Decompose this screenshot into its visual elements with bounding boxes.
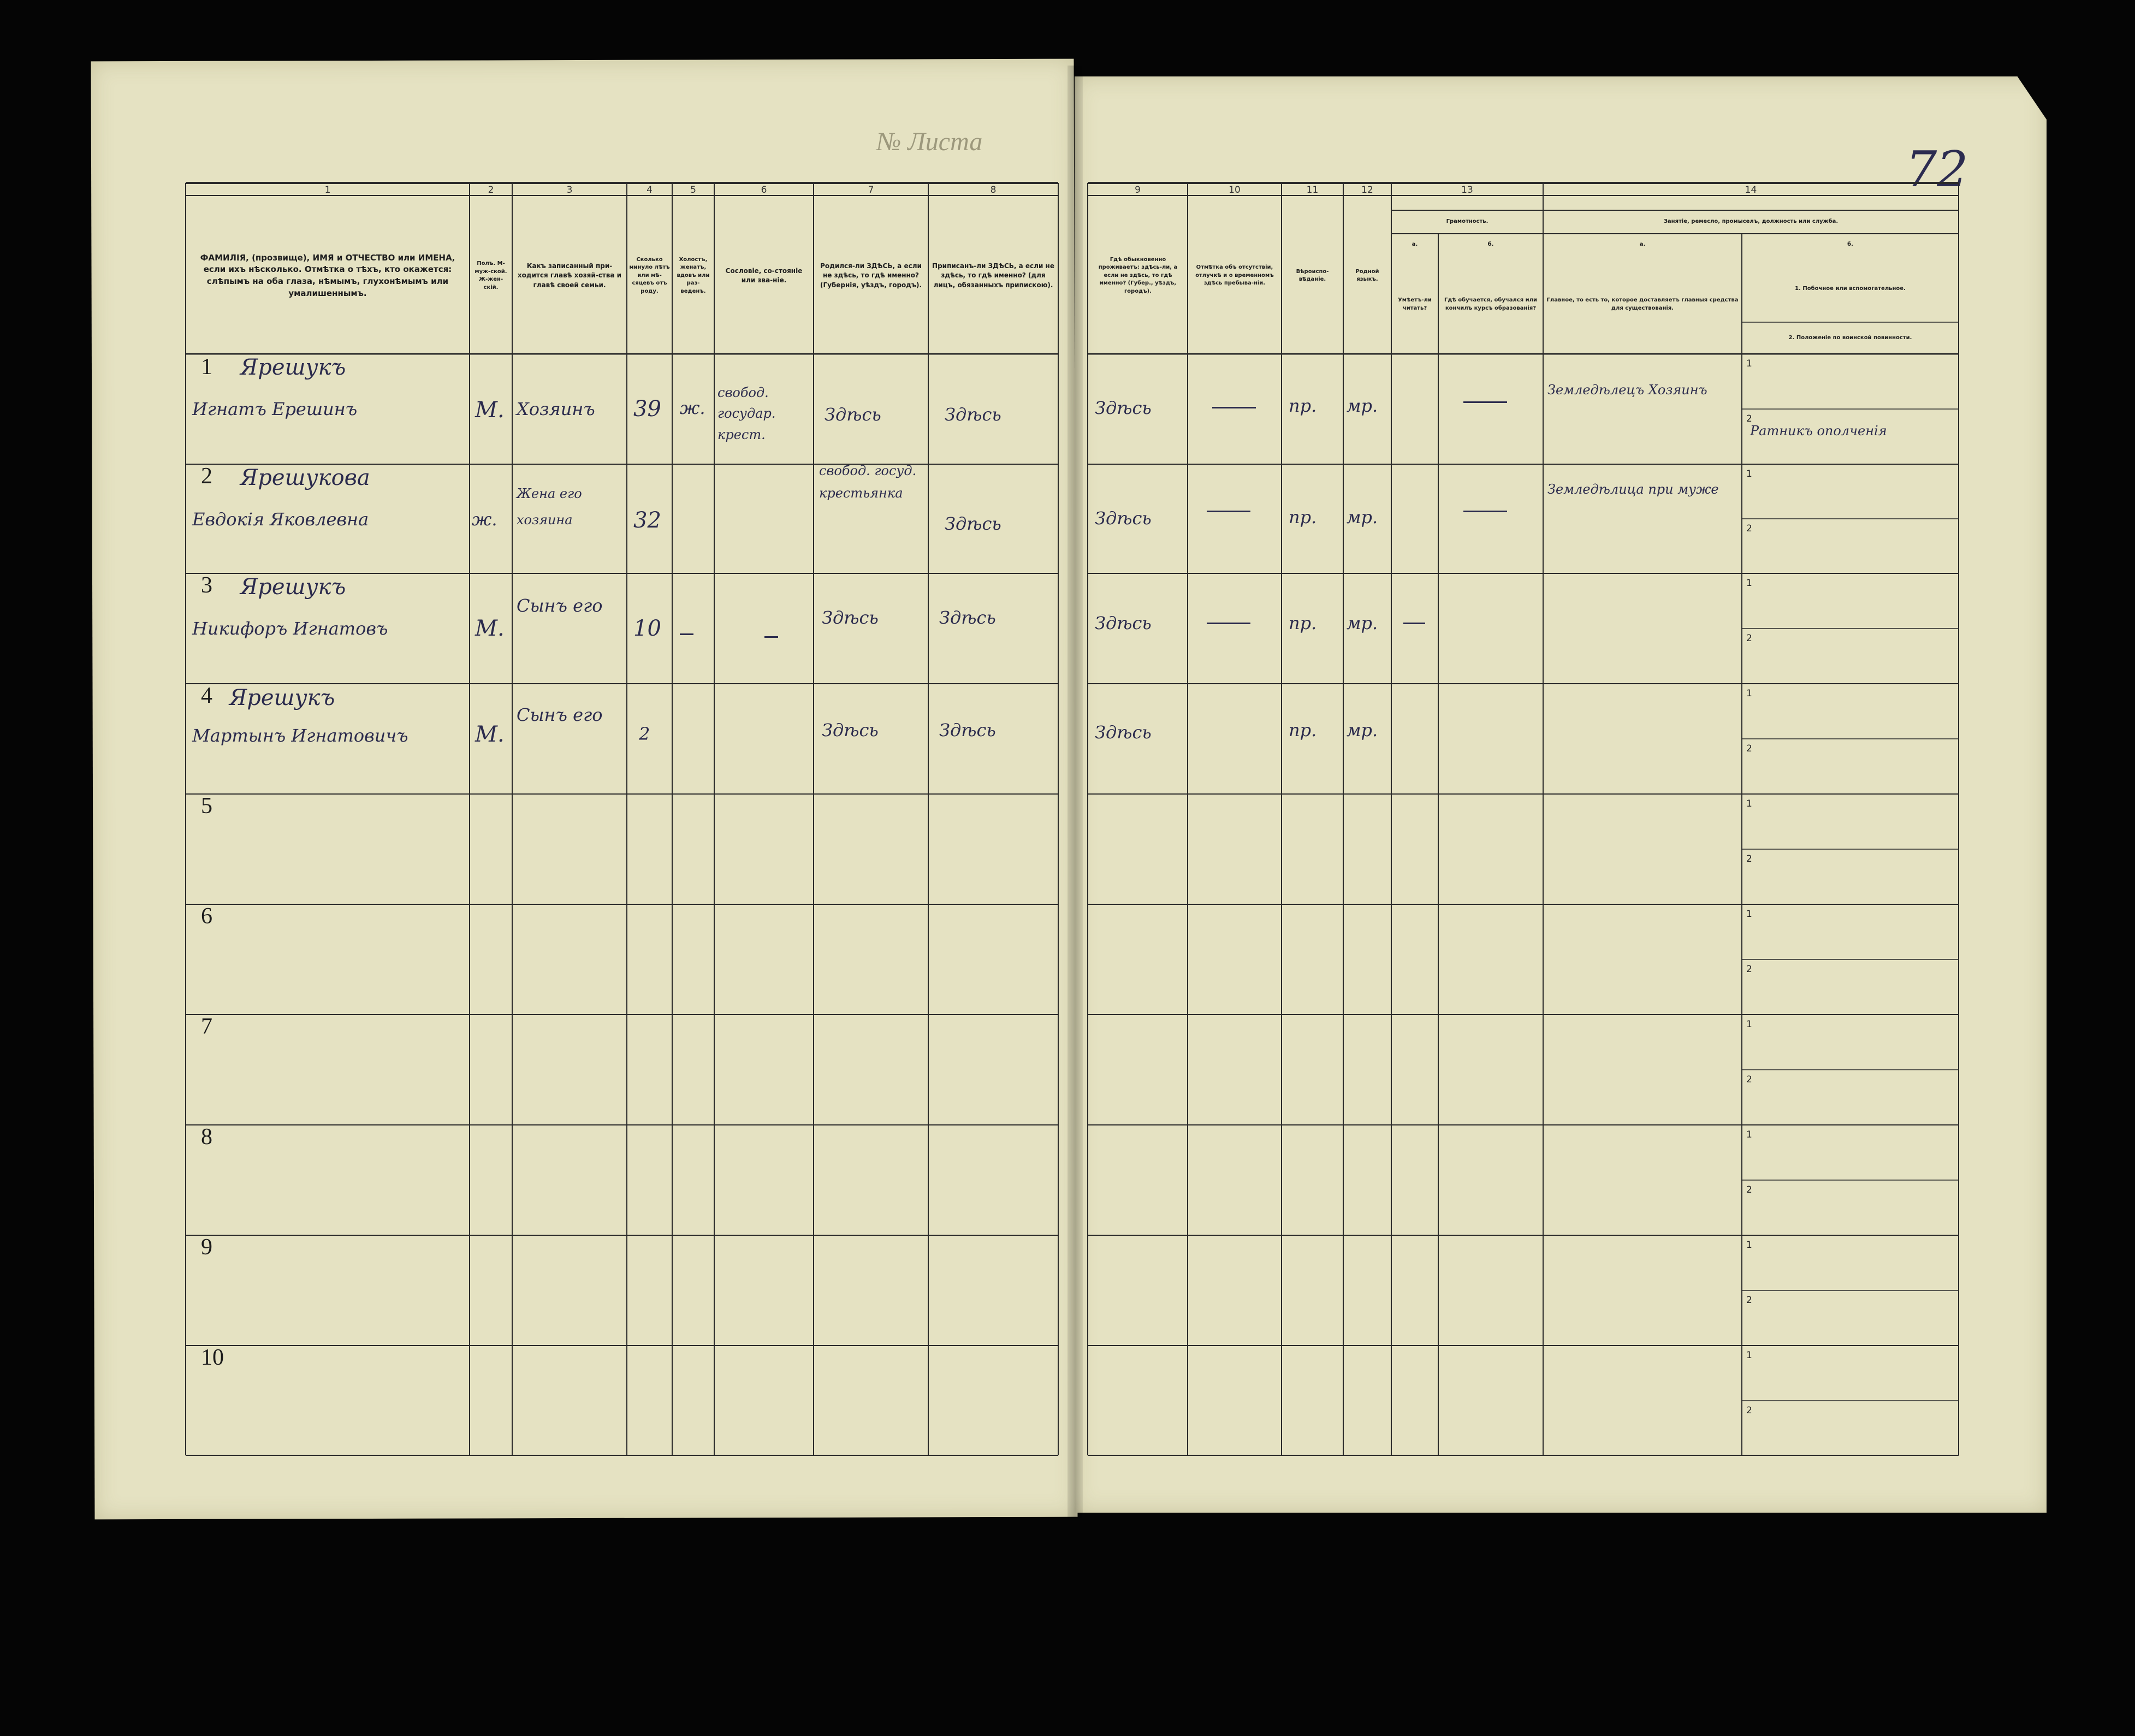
entry-2-surname: Ярешукова [240, 465, 370, 490]
entry-1-estate: свобод. государ. крест. [717, 385, 776, 442]
entry-1-born: Здѣсь [825, 404, 881, 425]
entry-3-registered: Здѣсь [939, 607, 996, 628]
entry-3-sex: М. [475, 616, 505, 641]
entry-1-surname: Ярешукъ [240, 355, 346, 380]
column-number-12: 12 [1361, 185, 1373, 195]
sub-row-label: 1 [1746, 1240, 1752, 1251]
entry-3-religion: пр. [1289, 613, 1317, 633]
row-number-8: 8 [201, 1124, 212, 1150]
entry-4-sex: М. [475, 722, 505, 747]
header-relation: Какъ записанный при-ходится главѣ хозяй-ства и главѣ своей семьи. [517, 262, 622, 289]
sheet-number: 72 [1906, 141, 1968, 198]
entry-3-surname: Ярешукъ [240, 574, 346, 600]
entry-1-registered: Здѣсь [945, 404, 1001, 425]
entry-3-relation: Сынъ его [517, 595, 603, 616]
sub-row-label: 2 [1746, 1184, 1752, 1195]
entry-3-estate-dash [764, 636, 778, 638]
header-birthplace: Родился-ли ЗДѢСЬ, а если не здѣсь, то гдѣ именно? (Губернія, уѣздъ, городъ). [820, 262, 922, 289]
sub-row-label: 1 [1746, 1129, 1752, 1140]
entry-3-given: Никифоръ Игнатовъ [192, 618, 388, 639]
sub-row-label: 1 [1746, 578, 1752, 589]
entry-2-born: Здѣсь [945, 513, 1001, 534]
header-residence: Гдѣ обыкновенно проживаетъ: здѣсь-ли, а если не здѣсь, то гдѣ именно? (Губер., уѣздъ, городъ). [1098, 256, 1178, 294]
entry-4-surname: Ярешукъ [229, 685, 335, 710]
sub-row-label: 1 [1746, 1350, 1752, 1361]
header-name: ФАМИЛІЯ, (прозвище), ИМЯ и ОТЧЕСТВО или ИМЕНА, если ихъ нѣсколько. Отмѣтка о тѣхъ, кто окажется: слѣпымъ на оба глаза, нѣмымъ, глухонѣмымъ или умалишеннымъ. [200, 252, 455, 298]
entry-1-language: мр. [1347, 395, 1378, 416]
row-number-2: 2 [201, 464, 212, 489]
entry-1-marital: ж. [680, 398, 705, 418]
entry-4-registered: Здѣсь [939, 720, 996, 740]
entry-2-absence-dash [1207, 511, 1250, 512]
sub-row-label: 1 [1746, 469, 1752, 479]
header-sex: Полъ. М-муж-ской. Ж-жен-скій. [475, 260, 507, 291]
column-number-6: 6 [761, 185, 767, 195]
entry-1-occupation: Земледѣлецъ Хозяинъ [1547, 382, 1707, 398]
entry-4-born: Здѣсь [822, 720, 879, 740]
entry-1-religion: пр. [1289, 395, 1317, 416]
leaf-number-mark: № Листа [876, 127, 983, 156]
column-number-3: 3 [566, 185, 573, 195]
row-number-9: 9 [201, 1235, 212, 1260]
entry-2-religion: пр. [1289, 507, 1317, 528]
header-literacy-education: Гдѣ обучается, обучался или кончилъ курсъ образованія? [1444, 297, 1537, 311]
row-number-6: 6 [201, 904, 212, 929]
sub-row-label: 2 [1746, 743, 1752, 754]
sub-row-label: 2 [1746, 523, 1752, 534]
entry-4-age: 2 [639, 724, 650, 744]
sub-row-label: 1 [1746, 798, 1752, 809]
header-absence: Отмѣтка объ отсутствіи, отлучкѣ и о временномъ здѣсь пребыва-ніи. [1195, 264, 1274, 287]
entry-2-sex: ж. [472, 509, 497, 530]
sub-row-label: 2 [1746, 413, 1752, 424]
entry-1-secondary: Ратникъ ополченія [1750, 423, 1887, 439]
header-military-status: 2. Положеніе по воинской повинности. [1788, 334, 1912, 341]
sub-row-label: 2 [1746, 1074, 1752, 1085]
entry-2-estate: свобод. госуд. крестьянка [819, 463, 917, 501]
column-number-8: 8 [990, 185, 997, 195]
entry-1-age: 39 [633, 396, 661, 422]
column-number-14: 14 [1745, 185, 1757, 195]
header-literacy-reads: Умѣетъ-ли читать? [1398, 297, 1432, 311]
column-number-11: 11 [1306, 185, 1319, 195]
sub-row-label: 2 [1746, 1405, 1752, 1416]
header-literacy-a-label: а. [1412, 241, 1418, 247]
row-number-7: 7 [201, 1014, 212, 1039]
entry-4-given: Мартынъ Игнатовичъ [192, 725, 408, 746]
header-religion: Вѣроиспо-вѣданіе. [1296, 268, 1329, 282]
header-registered: Приписанъ-ли ЗДѢСЬ, а если не здѣсь, то гдѣ именно? (для лицъ, обязанныхъ припискою). [932, 262, 1054, 289]
column-number-9: 9 [1135, 185, 1141, 195]
entry-2-occupation: Земледѣлица при муже [1547, 482, 1719, 497]
entry-3-resides: Здѣсь [1095, 613, 1152, 633]
entry-3-language: мр. [1347, 613, 1378, 633]
row-number-5: 5 [201, 793, 212, 819]
header-literacy: Грамотность. [1446, 218, 1488, 225]
entry-4-resides: Здѣсь [1095, 722, 1152, 743]
entry-2-age: 32 [633, 508, 661, 533]
sub-row-label: 1 [1746, 909, 1752, 920]
row-number-1: 1 [201, 354, 212, 380]
column-number-1: 1 [324, 185, 331, 195]
sub-row-label: 2 [1746, 854, 1752, 864]
row-number-10: 10 [201, 1345, 224, 1370]
row-number-3: 3 [201, 573, 212, 598]
header-age: Сколько минуло лѣтъ или мѣ-сяцевъ отъ роду. [629, 256, 670, 294]
entry-1-absence-dash [1212, 407, 1256, 408]
entry-1-relation: Хозяинъ [517, 399, 595, 419]
entry-2-language: мр. [1347, 507, 1378, 528]
column-number-5: 5 [690, 185, 696, 195]
header-marital: Холостъ, женатъ, вдовъ или раз-веденъ. [677, 256, 710, 294]
column-number-4: 4 [647, 185, 653, 195]
entry-1-given: Игнатъ Ерешинъ [192, 399, 358, 419]
column-number-10: 10 [1229, 185, 1241, 195]
header-literacy-b-label: б. [1487, 241, 1494, 247]
entry-3-born: Здѣсь [822, 607, 879, 628]
header-language: Родной языкъ. [1355, 268, 1379, 282]
entry-2-resides: Здѣсь [1095, 508, 1152, 529]
sub-row-label: 2 [1746, 633, 1752, 644]
entry-1-literacy-dash [1463, 401, 1507, 403]
column-number-7: 7 [868, 185, 874, 195]
entry-1-sex: М. [475, 398, 505, 423]
sub-row-label: 2 [1746, 964, 1752, 975]
entry-1-resides: Здѣсь [1095, 398, 1152, 418]
row-number-4: 4 [201, 683, 212, 708]
entry-2-relation: Жена его хозяина [517, 486, 582, 528]
entry-4-language: мр. [1347, 720, 1378, 740]
header-occupation-b-label: б. [1847, 241, 1853, 247]
column-number-2: 2 [488, 185, 494, 195]
entry-4-religion: пр. [1289, 720, 1317, 740]
header-occupation-a-label: а. [1639, 241, 1646, 247]
entry-3-age: 10 [633, 616, 661, 641]
sub-row-label: 1 [1746, 688, 1752, 699]
entry-2-given: Евдокія Яковлевна [192, 509, 369, 530]
column-number-13: 13 [1461, 185, 1473, 195]
header-estate: Сословіе, со-стояніе или зва-ніе. [725, 266, 803, 284]
entry-3-absence-dash [1207, 623, 1250, 624]
entry-3-literacy-dash [1403, 623, 1425, 624]
header-occupation: Занятіе, ремесло, промыселъ, должность или служба. [1663, 218, 1839, 225]
sub-row-label: 2 [1746, 1295, 1752, 1306]
entry-4-relation: Сынъ его [517, 704, 603, 725]
entry-3-marital-dash [680, 633, 693, 635]
entry-2-literacy-dash [1463, 511, 1507, 512]
sub-row-label: 1 [1746, 358, 1752, 369]
sub-row-label: 1 [1746, 1019, 1752, 1030]
header-occupation-main: Главное, то есть то, которое доставляетъ главныя средства для существованія. [1546, 297, 1739, 311]
header-occupation-secondary: 1. Побочное или вспомогательное. [1795, 285, 1906, 292]
